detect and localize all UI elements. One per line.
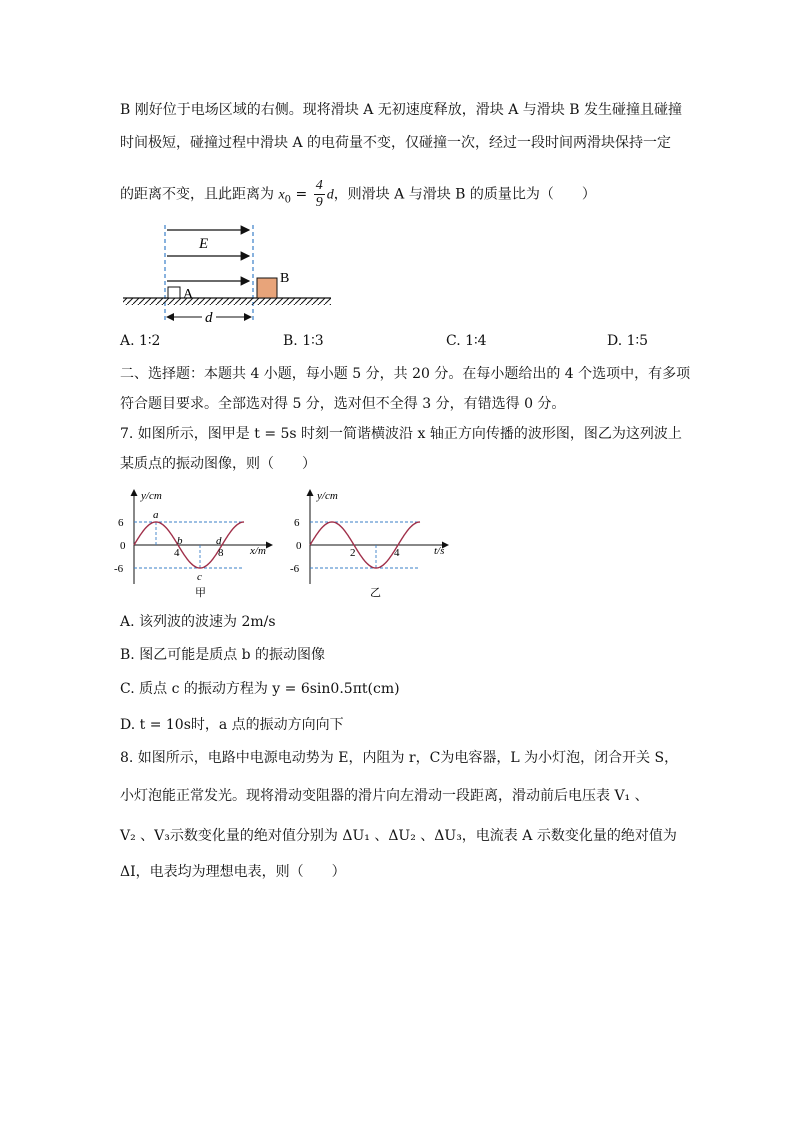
equals-sign: = xyxy=(291,186,312,203)
yi-y-label: y/cm xyxy=(317,490,338,502)
point-d-label: d xyxy=(216,535,222,547)
section2-line-1: 二、选择题：本题共 4 小题，每小题 5 分，共 20 分。在每小题给出的 4 个选项中，有多项 xyxy=(120,366,691,382)
yi-x-label: t/s xyxy=(434,545,445,557)
jia-tick-neg6: -6 xyxy=(114,563,124,575)
jia-tick-6: 6 xyxy=(118,517,124,529)
block-A-label: A xyxy=(183,287,194,302)
q6-option-b: B. 1∶3 xyxy=(283,333,324,349)
q7-option-d: D. t = 10s时，a 点的振动方向向下 xyxy=(120,717,344,733)
yi-tick-t2: 2 xyxy=(350,547,356,559)
q6-line3-prefix: 的距离不变，且此距离为 xyxy=(120,186,279,203)
field-label-E: E xyxy=(199,236,209,252)
wave-graph-jia xyxy=(112,484,280,602)
q6-option-a: A. 1∶2 xyxy=(120,333,161,349)
jia-tick-x4: 4 xyxy=(174,547,180,559)
distance-label-d: d xyxy=(205,310,213,326)
q7-option-c: C. 质点 c 的振动方程为 y = 6sin0.5πt(cm) xyxy=(120,681,400,697)
yi-tick-0: 0 xyxy=(296,540,302,552)
jia-tick-0: 0 xyxy=(120,540,126,552)
ground-hatch xyxy=(123,298,331,305)
section2-line-2: 符合题目要求。全部选对得 5 分，选对但不全得 3 分，有错选得 0 分。 xyxy=(120,396,566,412)
q8-text-line-1: 8. 如图所示，电路中电源电动势为 E，内阻为 r，C为电容器，L 为小灯泡，闭合开关 S， xyxy=(120,750,679,766)
d-variable: d xyxy=(326,187,334,203)
yi-caption: 乙 xyxy=(370,587,381,599)
block-B xyxy=(257,278,277,298)
q6-option-c: C. 1∶4 xyxy=(446,333,487,349)
q6-text-line-2: 时间极短，碰撞过程中滑块 A 的电荷量不变，仅碰撞一次，经过一段时间两滑块保持一定 xyxy=(120,135,672,151)
q6-text-line-1: B 刚好位于电场区域的右侧。现将滑块 A 无初速度释放，滑块 A 与滑块 B 发生碰撞且碰撞 xyxy=(120,102,682,118)
vibration-graph-yi xyxy=(290,484,458,602)
fraction-numerator: 4 xyxy=(315,178,323,193)
q8-text-line-2: 小灯泡能正常发光。现将滑动变阻器的滑片向左滑动一段距离，滑动前后电压表 V₁ 、 xyxy=(120,788,649,804)
x0-subscript: 0 xyxy=(284,194,292,206)
electric-field-figure xyxy=(115,220,345,330)
point-a-label: a xyxy=(153,509,159,521)
jia-caption: 甲 xyxy=(195,587,206,599)
q6-text-line-3 xyxy=(120,178,596,211)
q8-text-line-3: V₂ 、V₃示数变化量的绝对值分别为 ΔU₁ 、ΔU₂ 、ΔU₃，电流表 A 示数变化量的绝对值为 xyxy=(120,828,677,844)
q7-text-line-1: 7. 如图所示，图甲是 t = 5s 时刻一简谐横波沿 x 轴正方向传播的波形图，图乙为这列波上 xyxy=(120,426,682,442)
q8-text-line-4: ΔI，电表均为理想电表，则（ ） xyxy=(120,864,346,880)
jia-tick-x8: 8 xyxy=(218,547,224,559)
yi-tick-t4: 4 xyxy=(394,547,400,559)
x0-variable: x xyxy=(278,187,285,203)
block-B-label: B xyxy=(280,271,290,286)
block-A xyxy=(168,287,180,298)
fraction-denominator: 9 xyxy=(315,195,323,210)
jia-x-label: x/m xyxy=(250,545,266,557)
fraction-4-9 xyxy=(314,178,325,211)
yi-tick-6: 6 xyxy=(294,517,300,529)
q7-option-b: B. 图乙可能是质点 b 的振动图像 xyxy=(120,647,326,663)
q7-option-a: A. 该列波的波速为 2m/s xyxy=(120,614,276,630)
yi-tick-neg6: -6 xyxy=(290,563,300,575)
q6-option-d: D. 1∶5 xyxy=(607,333,649,349)
point-b-label: b xyxy=(177,535,183,547)
jia-y-label: y/cm xyxy=(141,490,162,502)
q6-line3-suffix: ，则滑块 A 与滑块 B 的质量比为（ ） xyxy=(333,186,596,203)
point-c-label: c xyxy=(197,571,202,583)
q7-text-line-2: 某质点的振动图像，则（ ） xyxy=(120,456,316,472)
